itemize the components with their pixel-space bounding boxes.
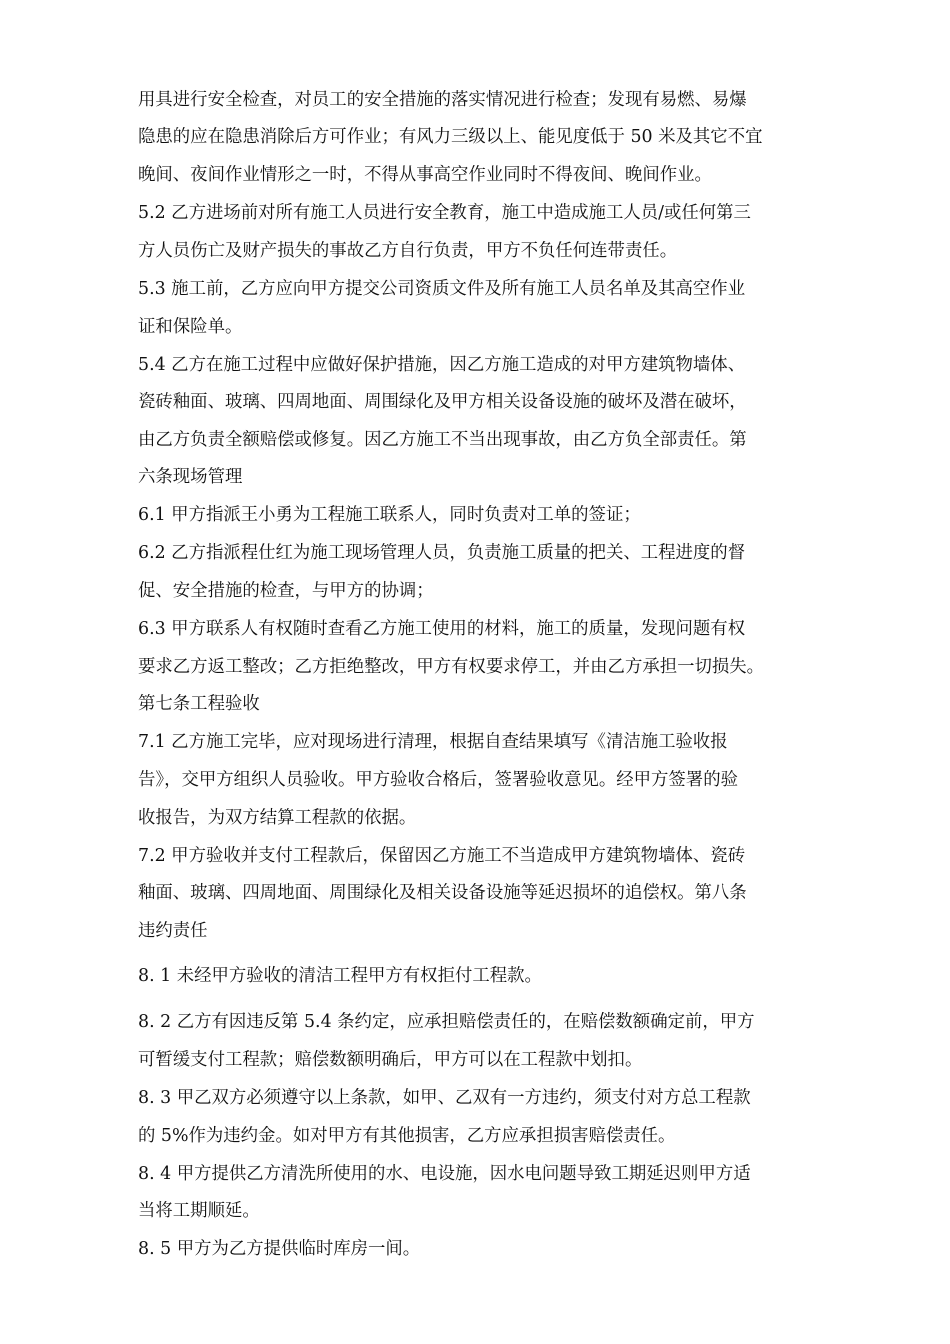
section-heading-8: 违约责任: [138, 921, 208, 941]
text-line: 用具进行安全检查，对员工的安全措施的落实情况进行检查；发现有易燃、易爆: [138, 90, 747, 110]
section-heading-7: 第七条工程验收: [138, 694, 260, 714]
text-line: 隐患的应在隐患消除后方可作业；有风力三级以上、能见度低于 50 米及其它不宜: [138, 127, 763, 147]
clause-6-2-line: 6.2 乙方指派程仕红为施工现场管理人员，负责施工质量的把关、工程进度的督: [138, 543, 746, 563]
text-line: 晚间、夜间作业情形之一时，不得从事高空作业同时不得夜间、晚间作业。: [138, 165, 712, 185]
text-line: 收报告，为双方结算工程款的依据。: [138, 808, 417, 828]
clause-5-3-line: 5.3 施工前，乙方应向甲方提交公司资质文件及所有施工人员名单及其高空作业: [138, 279, 746, 299]
clause-7-2-line: 7.2 甲方验收并支付工程款后，保留因乙方施工不当造成甲方建筑物墙体、瓷砖: [138, 846, 746, 866]
clause-7-1-line: 7.1 乙方施工完毕，应对现场进行清理，根据自查结果填写《清洁施工验收报: [138, 732, 728, 752]
text-line: 当将工期顺延。: [138, 1201, 260, 1221]
text-line: 瓷砖釉面、玻璃、四周地面、周围绿化及甲方相关设备设施的破坏及潜在破坏，: [138, 392, 747, 412]
clause-8-1-line: 8. 1 未经甲方验收的清洁工程甲方有权拒付工程款。: [138, 966, 542, 986]
text-line: 由乙方负责全额赔偿或修复。因乙方施工不当出现事故，由乙方负全部责任。第: [138, 430, 747, 450]
text-line: 告》，交甲方组织人员验收。甲方验收合格后，签署验收意见。经甲方签署的验: [138, 770, 738, 790]
clause-8-5-line: 8. 5 甲方为乙方提供临时库房一间。: [138, 1239, 421, 1259]
text-line: 证和保险单。: [138, 317, 243, 337]
text-line: 可暂缓支付工程款；赔偿数额明确后，甲方可以在工程款中划扣。: [138, 1050, 643, 1070]
clause-5-4-line: 5.4 乙方在施工过程中应做好保护措施，因乙方施工造成的对甲方建筑物墙体、: [138, 355, 746, 375]
clause-8-2-line: 8. 2 乙方有因违反第 5.4 条约定，应承担赔偿责任的，在赔偿数额确定前，甲方: [138, 1012, 755, 1032]
text-line: 方人员伤亡及财产损失的事故乙方自行负责，甲方不负任何连带责任。: [138, 241, 678, 261]
text-line: 釉面、玻璃、四周地面、周围绿化及相关设备设施等延迟损坏的追偿权。第八条: [138, 883, 747, 903]
text-line: 的 5%作为违约金。如对甲方有其他损害，乙方应承担损害赔偿责任。: [138, 1126, 676, 1146]
clause-8-4-line: 8. 4 甲方提供乙方清洗所使用的水、电设施，因水电问题导致工期延迟则甲方适: [138, 1164, 751, 1184]
clause-5-2-line: 5.2 乙方进场前对所有施工人员进行安全教育，施工中造成施工人员/或任何第三: [138, 203, 751, 223]
section-heading-6: 六条现场管理: [138, 467, 243, 487]
clause-8-3-line: 8. 3 甲乙双方必须遵守以上条款，如甲、乙双有一方违约，须支付对方总工程款: [138, 1088, 751, 1108]
clause-6-3-line: 6.3 甲方联系人有权随时查看乙方施工使用的材料，施工的质量，发现问题有权: [138, 619, 746, 639]
text-line: 要求乙方返工整改；乙方拒绝整改，甲方有权要求停工，并由乙方承担一切损失。: [138, 657, 765, 677]
clause-6-1-line: 6.1 甲方指派王小勇为工程施工联系人，同时负责对工单的签证；: [138, 505, 641, 525]
text-line: 促、安全措施的检查，与甲方的协调；: [138, 581, 434, 601]
